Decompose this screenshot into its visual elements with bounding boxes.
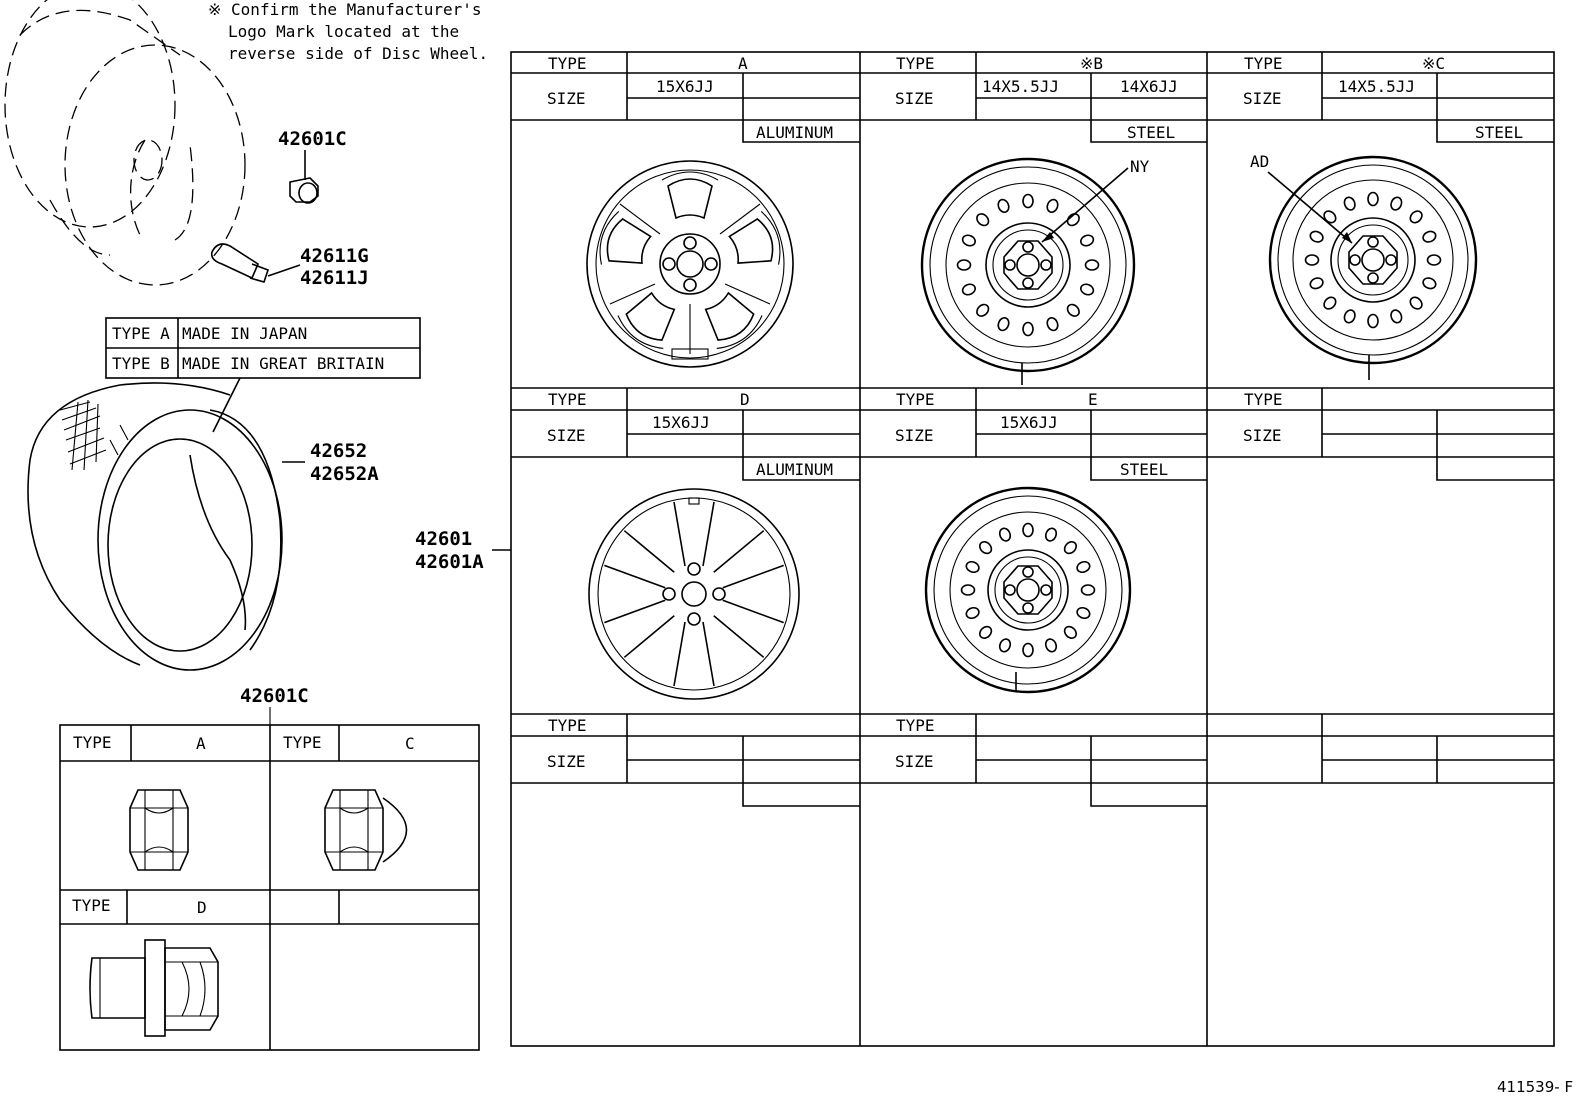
- steel-wheel-hole: [1023, 644, 1033, 657]
- part-number-42601: 42601: [415, 528, 473, 550]
- material-e: STEEL: [1120, 460, 1169, 479]
- wheel-c-illustration: [1270, 157, 1476, 380]
- steel-wheel-hole: [996, 316, 1010, 332]
- size-value-b2: 14X6JJ: [1120, 77, 1178, 96]
- type-label-empty-2: TYPE: [548, 716, 587, 735]
- steel-wheel-hole: [1368, 315, 1378, 328]
- type-label-d: TYPE: [548, 390, 587, 409]
- steel-wheel-hole: [998, 637, 1012, 653]
- steel-wheel-hole: [1421, 230, 1437, 244]
- steel-wheel-hole: [975, 212, 991, 228]
- size-value-a: 15X6JJ: [656, 77, 714, 96]
- steel-wheel-hole: [1343, 308, 1357, 324]
- steel-wheel-hole: [1306, 255, 1319, 265]
- steel-wheel-hole: [977, 624, 993, 640]
- type-value-d: D: [740, 390, 750, 409]
- disc-wheel-illustration: [5, 0, 245, 285]
- steel-wheel-hole: [1343, 196, 1357, 212]
- nut-type-value-c: C: [405, 734, 415, 753]
- steel-wheel-hole: [1421, 276, 1437, 290]
- type-label-e: TYPE: [896, 390, 935, 409]
- material-a: ALUMINUM: [756, 123, 834, 142]
- steel-wheel-hole: [1044, 637, 1058, 653]
- type-value-b: ※B: [1080, 54, 1104, 73]
- origin-type-a: TYPE A: [112, 324, 170, 343]
- steel-wheel-hole: [1079, 233, 1095, 247]
- size-value-e: 15X6JJ: [1000, 413, 1058, 432]
- part-number-42601c-table: 42601C: [240, 685, 309, 707]
- steel-wheel-hole: [1322, 295, 1338, 311]
- steel-wheel-hole: [1408, 209, 1424, 225]
- nut-type-label-a: TYPE: [73, 733, 112, 752]
- type-label-empty-1: TYPE: [1244, 390, 1283, 409]
- steel-wheel-hole: [977, 539, 993, 555]
- note-line-3: reverse side of Disc Wheel.: [228, 44, 489, 63]
- steel-wheel-hole: [1044, 527, 1058, 543]
- steel-wheel-hole: [1389, 308, 1403, 324]
- part-number-42601c: 42601C: [278, 128, 347, 150]
- steel-wheel-hole: [1045, 198, 1059, 214]
- callout-ad: AD: [1250, 152, 1270, 171]
- note-line-2: Logo Mark located at the: [228, 22, 460, 41]
- nut-d-drawing: [90, 940, 218, 1036]
- nut-a-drawing: [130, 790, 188, 870]
- steel-wheel-hole: [1075, 560, 1091, 574]
- part-number-42611j: 42611J: [300, 267, 369, 289]
- type-label-b: TYPE: [896, 54, 935, 73]
- steel-wheel-hole: [975, 302, 991, 318]
- size-label-empty-3: SIZE: [895, 752, 934, 771]
- size-label-a: SIZE: [547, 89, 586, 108]
- nut-c-drawing: [325, 790, 407, 870]
- steel-wheel-hole: [1309, 230, 1325, 244]
- size-label-empty-2: SIZE: [547, 752, 586, 771]
- valve-part: [212, 244, 369, 289]
- size-label-empty-1: SIZE: [1243, 426, 1282, 445]
- nut-type-value-a: A: [196, 734, 206, 753]
- steel-wheel-hole: [1065, 302, 1081, 318]
- hub-nut-part: [278, 128, 347, 203]
- origin-table: [106, 318, 420, 432]
- wheel-e-illustration: [926, 488, 1130, 692]
- steel-wheel-hole: [965, 560, 981, 574]
- figure-id: 411539- F: [1497, 1078, 1574, 1096]
- callout-ny: NY: [1130, 157, 1150, 176]
- steel-wheel-hole: [961, 233, 977, 247]
- type-label-empty-3: TYPE: [896, 716, 935, 735]
- material-d: ALUMINUM: [756, 460, 834, 479]
- steel-wheel-hole: [1428, 255, 1441, 265]
- type-value-a: A: [738, 54, 748, 73]
- nut-type-label-d: TYPE: [72, 896, 111, 915]
- part-number-42611g: 42611G: [300, 245, 369, 267]
- nut-type-label-c: TYPE: [283, 733, 322, 752]
- wheel-d-illustration: [589, 489, 799, 699]
- size-label-d: SIZE: [547, 426, 586, 445]
- part-number-42652a: 42652A: [310, 463, 379, 485]
- steel-wheel-hole: [1062, 624, 1078, 640]
- steel-wheel-hole: [958, 260, 971, 270]
- type-label-c: TYPE: [1244, 54, 1283, 73]
- steel-wheel-hole: [1309, 276, 1325, 290]
- steel-wheel-hole: [1389, 196, 1403, 212]
- manufacturer-note: [208, 0, 488, 63]
- part-number-42652: 42652: [310, 440, 368, 462]
- steel-wheel-hole: [1408, 295, 1424, 311]
- material-c: STEEL: [1475, 123, 1524, 142]
- steel-wheel-hole: [998, 527, 1012, 543]
- steel-wheel-hole: [1045, 316, 1059, 332]
- steel-wheel-hole: [1023, 195, 1033, 208]
- steel-wheel-hole: [1079, 282, 1095, 296]
- size-value-b1: 14X5.5JJ: [982, 77, 1060, 96]
- steel-wheel-hole: [1082, 585, 1095, 595]
- type-value-c: ※C: [1422, 54, 1446, 73]
- steel-wheel-hole: [996, 198, 1010, 214]
- steel-wheel-hole: [1086, 260, 1099, 270]
- steel-wheel-hole: [1075, 606, 1091, 620]
- size-value-d: 15X6JJ: [652, 413, 710, 432]
- size-label-e: SIZE: [895, 426, 934, 445]
- wheel-a-illustration: [587, 161, 793, 367]
- type-label-a: TYPE: [548, 54, 587, 73]
- tire-illustration: [28, 383, 379, 670]
- size-label-b: SIZE: [895, 89, 934, 108]
- steel-wheel-hole: [962, 585, 975, 595]
- size-value-c: 14X5.5JJ: [1338, 77, 1416, 96]
- steel-wheel-hole: [1023, 524, 1033, 537]
- origin-text-b: MADE IN GREAT BRITAIN: [182, 354, 385, 373]
- steel-wheel-hole: [1368, 193, 1378, 206]
- steel-wheel-hole: [1062, 539, 1078, 555]
- steel-wheel-hole: [1023, 323, 1033, 336]
- nut-type-table: [60, 685, 479, 1050]
- material-b: STEEL: [1127, 123, 1176, 142]
- steel-wheel-hole: [961, 282, 977, 296]
- type-value-e: E: [1088, 390, 1098, 409]
- note-line-1: ※ Confirm the Manufacturer's: [208, 0, 482, 19]
- wheel-b-illustration: [922, 159, 1134, 385]
- origin-type-b: TYPE B: [112, 354, 170, 373]
- steel-wheel-hole: [1322, 209, 1338, 225]
- steel-wheel-hole: [965, 606, 981, 620]
- size-label-c: SIZE: [1243, 89, 1282, 108]
- origin-text-a: MADE IN JAPAN: [182, 324, 308, 343]
- part-number-42601a: 42601A: [415, 551, 484, 573]
- nut-type-value-d: D: [197, 898, 207, 917]
